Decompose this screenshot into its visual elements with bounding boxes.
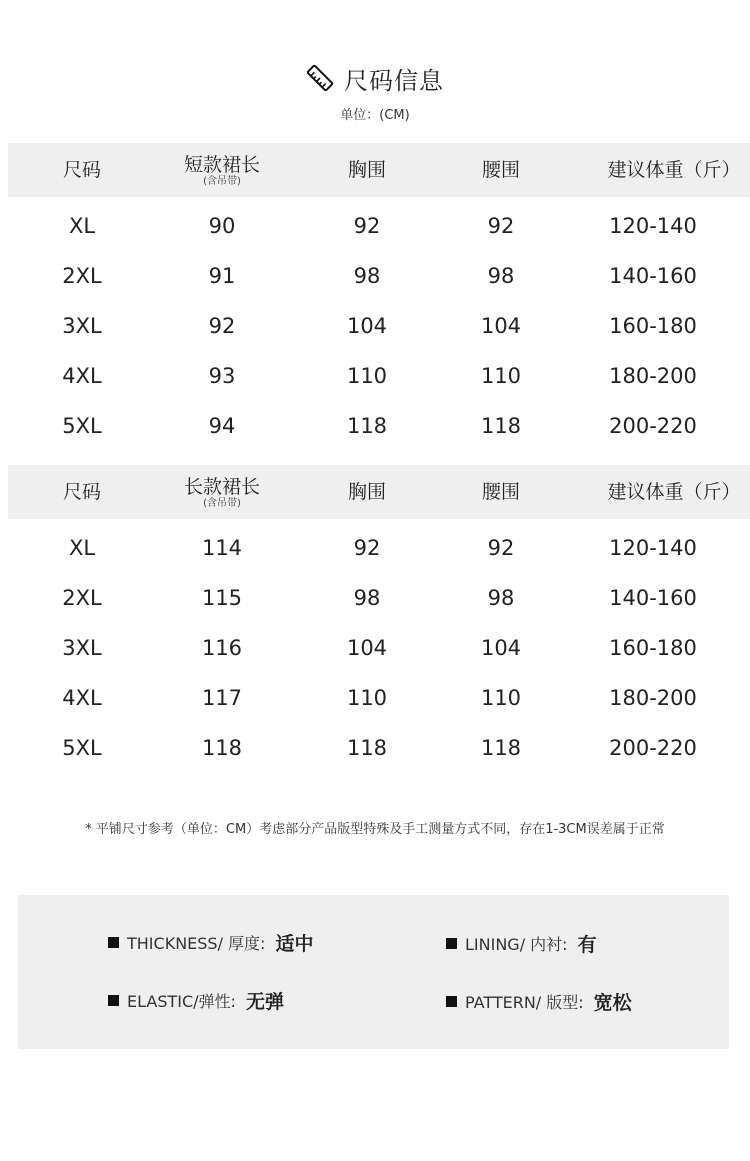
cell-bust: 98 xyxy=(353,264,381,288)
attr-value: 有 xyxy=(577,934,597,956)
table-row xyxy=(8,297,750,347)
cell-bust: 118 xyxy=(346,736,388,760)
cell-waist: 118 xyxy=(480,414,522,438)
attr-label: THICKNESS/ 厚度: xyxy=(127,934,266,953)
size-table-long xyxy=(8,465,750,769)
table-row xyxy=(8,569,750,619)
cell-waist: 110 xyxy=(480,364,522,388)
table-row xyxy=(8,519,750,569)
cell-length: 94 xyxy=(208,414,236,438)
header-bust: 胸围 xyxy=(347,159,387,181)
title-row xyxy=(0,60,750,96)
cell-waist: 118 xyxy=(480,736,522,760)
cell-weight: 160-180 xyxy=(609,636,697,660)
attr-lining xyxy=(446,930,597,957)
cell-size: XL xyxy=(68,214,96,238)
header-size: 尺码 xyxy=(62,481,102,503)
attr-value: 适中 xyxy=(275,933,314,955)
cell-weight: 200-220 xyxy=(609,736,697,760)
unit-label: 单位：(CM) xyxy=(340,108,410,123)
measurement-note: * 平铺尺寸参考（单位：CM）考虑部分产品版型特殊及手工测量方式不同，存在1-3CM误差属于正常 xyxy=(85,822,665,837)
attr-label: LINING/ 内衬: xyxy=(465,935,568,954)
ruler-icon xyxy=(306,64,334,92)
cell-size: XL xyxy=(68,536,96,560)
cell-weight: 160-180 xyxy=(609,314,697,338)
cell-weight: 180-200 xyxy=(609,364,697,388)
header-bust: 胸围 xyxy=(347,481,387,503)
cell-waist: 98 xyxy=(487,264,515,288)
attr-label: ELASTIC/弹性: xyxy=(127,992,236,1011)
cell-weight: 120-140 xyxy=(609,536,697,560)
cell-bust: 110 xyxy=(346,686,388,710)
cell-length: 114 xyxy=(201,536,243,560)
attributes-panel xyxy=(18,895,729,1049)
cell-bust: 92 xyxy=(353,536,381,560)
cell-waist: 110 xyxy=(480,686,522,710)
attr-label: PATTERN/ 版型: xyxy=(465,993,584,1012)
cell-length: 115 xyxy=(201,586,243,610)
attr-elastic xyxy=(108,987,284,1014)
cell-waist: 92 xyxy=(487,536,515,560)
square-bullet-icon xyxy=(446,938,457,949)
cell-size: 2XL xyxy=(62,264,102,288)
cell-bust: 104 xyxy=(346,636,388,660)
cell-weight: 140-160 xyxy=(609,586,697,610)
page-title: 尺码信息 xyxy=(344,66,444,95)
table-header xyxy=(8,143,750,197)
cell-bust: 104 xyxy=(346,314,388,338)
table-row xyxy=(8,247,750,297)
table-row xyxy=(8,347,750,397)
table-row xyxy=(8,719,750,769)
square-bullet-icon xyxy=(108,995,119,1006)
cell-waist: 104 xyxy=(480,314,522,338)
header-length: 短款裙长 (含吊带) xyxy=(183,153,261,187)
cell-bust: 98 xyxy=(353,586,381,610)
table-row xyxy=(8,197,750,247)
cell-bust: 92 xyxy=(353,214,381,238)
header-weight: 建议体重（斤） xyxy=(607,481,741,503)
table-row xyxy=(8,397,750,447)
cell-waist: 104 xyxy=(480,636,522,660)
cell-length: 93 xyxy=(208,364,236,388)
attr-pattern xyxy=(446,988,632,1015)
header-length: 长款裙长 (含吊带) xyxy=(183,475,261,509)
cell-size: 3XL xyxy=(62,636,102,660)
cell-waist: 92 xyxy=(487,214,515,238)
header-waist: 腰围 xyxy=(481,159,521,181)
cell-length: 118 xyxy=(201,736,243,760)
attr-thickness xyxy=(108,929,313,956)
cell-length: 91 xyxy=(208,264,236,288)
table-row xyxy=(8,669,750,719)
cell-size: 3XL xyxy=(62,314,102,338)
cell-length: 116 xyxy=(201,636,243,660)
cell-length: 92 xyxy=(208,314,236,338)
cell-bust: 118 xyxy=(346,414,388,438)
square-bullet-icon xyxy=(108,937,119,948)
square-bullet-icon xyxy=(446,996,457,1007)
header-weight: 建议体重（斤） xyxy=(607,159,741,181)
cell-weight: 120-140 xyxy=(609,214,697,238)
cell-weight: 200-220 xyxy=(609,414,697,438)
cell-size: 4XL xyxy=(62,364,102,388)
cell-size: 4XL xyxy=(62,686,102,710)
cell-size: 5XL xyxy=(62,736,102,760)
attr-value: 宽松 xyxy=(593,992,632,1014)
cell-size: 5XL xyxy=(62,414,102,438)
cell-waist: 98 xyxy=(487,586,515,610)
cell-weight: 140-160 xyxy=(609,264,697,288)
table-row xyxy=(8,619,750,669)
cell-length: 90 xyxy=(208,214,236,238)
cell-weight: 180-200 xyxy=(609,686,697,710)
cell-bust: 110 xyxy=(346,364,388,388)
attr-value: 无弹 xyxy=(245,991,284,1013)
header-waist: 腰围 xyxy=(481,481,521,503)
cell-size: 2XL xyxy=(62,586,102,610)
cell-length: 117 xyxy=(201,686,243,710)
size-table-short xyxy=(8,143,750,447)
header-size: 尺码 xyxy=(62,159,102,181)
table-header xyxy=(8,465,750,519)
